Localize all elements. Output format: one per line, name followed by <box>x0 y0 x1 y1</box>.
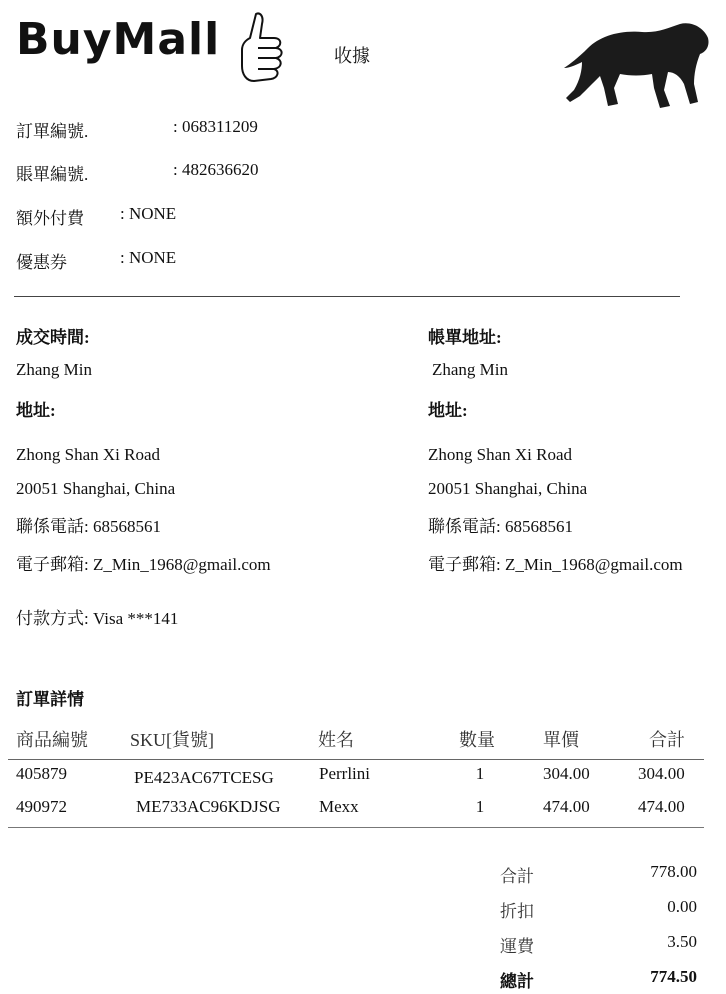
receipt-title: 收據 <box>334 46 370 66</box>
subtotal-label: 合計 <box>500 867 534 886</box>
left-city: 20051 Shanghai, China <box>16 479 176 498</box>
cell-unit-price: 474.00 <box>543 797 590 816</box>
payment-method: 付款方式: Visa ***141 <box>16 609 179 628</box>
grand-total-value: 774.50 <box>650 967 697 986</box>
billing-address-heading: 帳單地址: <box>428 328 502 347</box>
right-customer-name: Zhang Min <box>432 360 509 379</box>
left-phone: 聯係電話: 68568561 <box>16 517 161 536</box>
bill-number-value: : 482636620 <box>173 160 259 179</box>
divider <box>14 296 680 297</box>
col-header-name: 姓名 <box>318 730 354 750</box>
grand-total-label: 總計 <box>500 972 534 991</box>
extra-fee-label: 額外付費 <box>16 209 84 228</box>
left-street: Zhong Shan Xi Road <box>16 445 161 464</box>
right-phone: 聯係電話: 68568561 <box>428 517 573 536</box>
cell-line-total: 474.00 <box>638 797 685 816</box>
table-header-rule <box>8 759 704 760</box>
coupon-label: 優惠券 <box>16 253 67 272</box>
discount-label: 折扣 <box>500 902 534 921</box>
right-address-label: 地址: <box>428 401 468 420</box>
coupon-value: : NONE <box>120 248 177 267</box>
table-bottom-rule <box>8 827 704 828</box>
cell-product-no: 490972 <box>16 797 67 816</box>
cell-unit-price: 304.00 <box>543 764 590 783</box>
cell-name: Mexx <box>319 797 359 816</box>
col-header-qty: 數量 <box>459 730 495 750</box>
order-number-label: 訂單編號. <box>16 122 89 141</box>
subtotal-value: 778.00 <box>650 862 697 881</box>
cell-line-total: 304.00 <box>638 764 685 783</box>
bill-number-label: 賬單編號. <box>16 165 89 184</box>
extra-fee-value: : NONE <box>120 204 177 223</box>
thumbs-up-icon <box>234 8 290 90</box>
cell-product-no: 405879 <box>16 764 67 783</box>
col-header-total: 合計 <box>649 730 685 750</box>
shipping-label: 運費 <box>500 937 534 956</box>
left-email: 電子郵箱: Z_Min_1968@gmail.com <box>16 555 271 574</box>
right-street: Zhong Shan Xi Road <box>428 445 573 464</box>
cell-qty: 1 <box>475 797 485 816</box>
col-header-unit-price: 單價 <box>543 730 579 750</box>
left-customer-name: Zhang Min <box>16 360 93 379</box>
transaction-time-heading: 成交時間: <box>16 328 90 347</box>
right-city: 20051 Shanghai, China <box>428 479 588 498</box>
col-header-product-no: 商品編號 <box>16 730 88 750</box>
order-number-value: : 068311209 <box>173 117 258 136</box>
left-address-label: 地址: <box>16 401 56 420</box>
cell-sku: ME733AC96KDJSG <box>136 797 281 816</box>
col-header-sku: SKU[貨號] <box>130 730 214 750</box>
cell-name: Perrlini <box>319 764 370 783</box>
cell-sku: PE423AC67TCESG <box>134 768 274 787</box>
panther-silhouette-icon <box>560 18 712 118</box>
cell-qty: 1 <box>475 764 485 783</box>
shipping-value: 3.50 <box>667 932 697 951</box>
brand-logo: BuyMall <box>16 14 221 65</box>
right-email: 電子郵箱: Z_Min_1968@gmail.com <box>428 555 683 574</box>
discount-value: 0.00 <box>667 897 697 916</box>
order-details-title: 訂單詳情 <box>16 690 84 709</box>
